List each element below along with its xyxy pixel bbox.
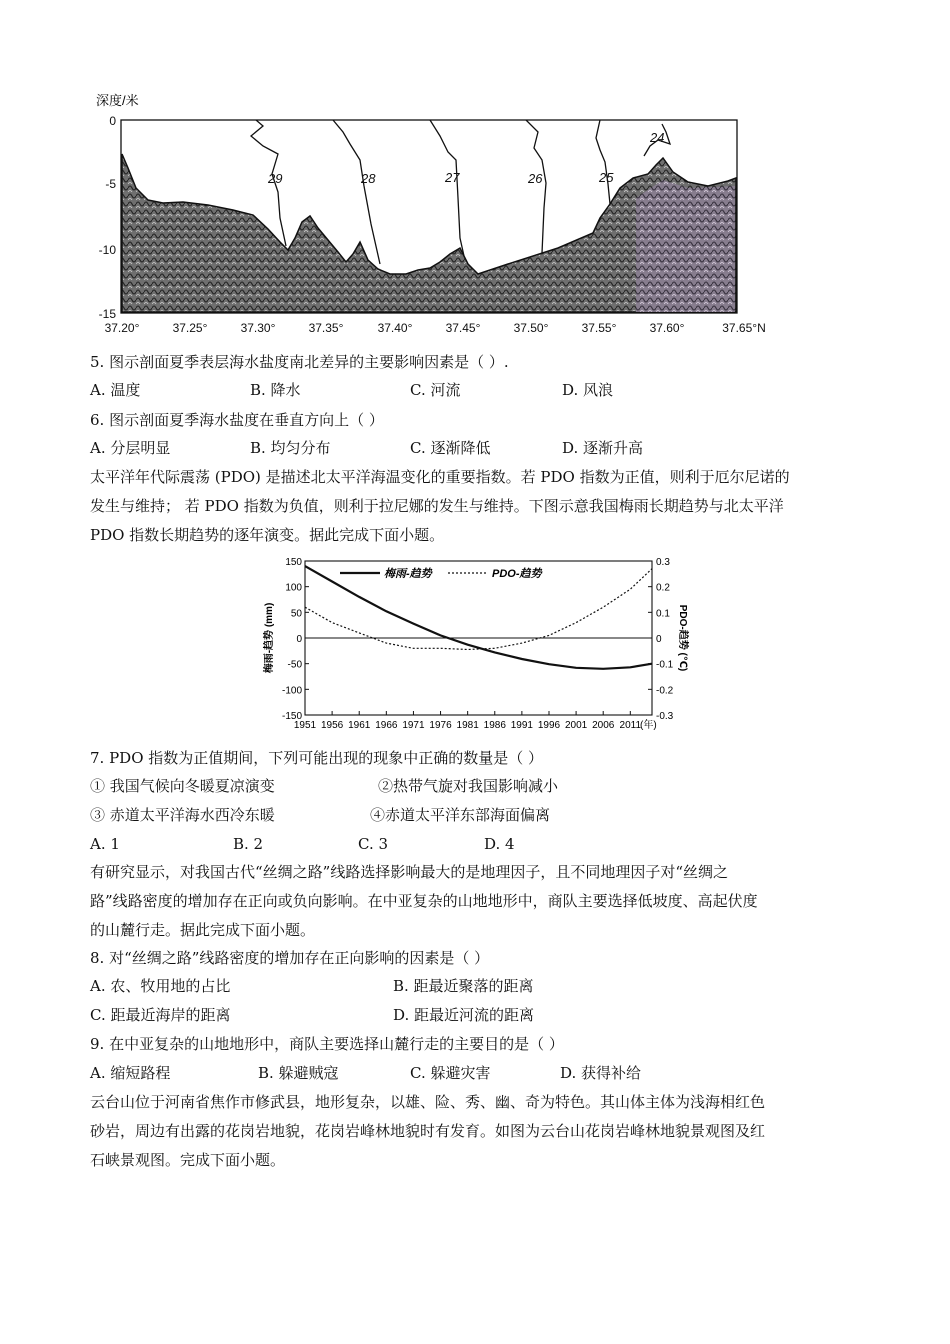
salinity-profile-figure	[88, 88, 788, 338]
q6-option-a: A. 分层明显	[90, 439, 171, 457]
x-tick-label: 1981	[456, 720, 479, 730]
right-tick-label: -0.1	[656, 659, 674, 671]
q6-option-b: B. 均匀分布	[250, 439, 331, 457]
lat-tick: 37.50°	[513, 321, 549, 335]
right-tick-label: -0.3	[656, 711, 674, 722]
q8-option-c: C. 距最近海岸的距离	[90, 1006, 231, 1024]
isoline-label-26: 26	[528, 171, 543, 186]
q6-stem: 6. 图示剖面夏季海水盐度在垂直方向上（ ）	[90, 411, 384, 429]
lat-tick: 37.60°	[649, 321, 685, 335]
x-tick-label: 1956	[320, 720, 344, 730]
q9-option-c: C. 躲避灾害	[410, 1064, 491, 1082]
left-tick-label: 0	[296, 634, 302, 645]
q6-option-c: C. 逐渐降低	[410, 439, 491, 457]
isoline-label-28: 28	[361, 171, 376, 186]
pdo-intro-line-3: PDO 指数长期趋势的逐年演变。据此完成下面小题。	[90, 526, 445, 544]
x-tick-label: 1996	[537, 720, 561, 730]
pdo-intro-line-2: 发生与维持； 若 PDO 指数为负值，则利于拉尼娜的发生与维持。下图示意我国梅雨长期趋势与北太平洋	[90, 497, 784, 515]
right-tick-label: 0.2	[656, 582, 670, 594]
q7-option-b: B. 2	[233, 835, 264, 853]
right-tick-label: -0.2	[656, 685, 674, 697]
q7-stem: 7. PDO 指数为正值期间，下列可能出现的现象中正确的数量是（ ）	[90, 749, 544, 767]
isoline-26	[526, 120, 546, 253]
q7-option-a: A. 1	[90, 835, 120, 853]
x-tick-label: 1986	[483, 720, 506, 730]
x-tick-label: 1966	[375, 720, 398, 730]
q5-option-c: C. 河流	[410, 381, 461, 399]
legend-label-meiyu: 梅雨-趋势	[384, 568, 432, 580]
isoline-28	[333, 120, 380, 264]
meiyu-trend-line	[305, 566, 652, 669]
lat-tick: 37.25°	[172, 321, 208, 335]
lat-tick: 37.30°	[240, 321, 276, 335]
isoline-label-27: 27	[445, 170, 460, 185]
lat-tick: 37.20°	[104, 321, 140, 335]
q9-option-a: A. 缩短路程	[90, 1064, 171, 1082]
meiyu-pdo-chart	[258, 550, 698, 730]
q9-stem: 9. 在中亚复杂的山地地形中，商队主要选择山麓行走的主要目的是（ ）	[90, 1035, 564, 1053]
q8-option-b: B. 距最近聚落的距离	[393, 977, 534, 995]
legend-label-pdo: PDO-趋势	[492, 568, 542, 580]
depth-tick-15: -15	[98, 307, 116, 321]
left-axis-title: 梅雨-趋势 (mm)	[264, 602, 275, 674]
x-tick-label: 2011	[619, 720, 642, 730]
pdo-trend-line	[305, 569, 652, 650]
x-tick-label: 2001	[564, 720, 588, 730]
q9-option-b: B. 躲避贼寇	[258, 1064, 339, 1082]
isoline-27	[430, 120, 464, 256]
x-tick-label: 1971	[402, 720, 425, 730]
right-tick-label: 0.3	[656, 557, 670, 568]
silkroad-intro-line-1: 有研究显示，对我国古代“丝绸之路”线路选择影响最大的是地理因子，且不同地理因子对“丝绸之	[90, 863, 729, 881]
lat-tick: 37.55°	[581, 321, 617, 335]
lat-tick: 37.65°N	[722, 321, 766, 335]
left-tick-label: 100	[285, 582, 302, 594]
right-axis-title: PDO-趋势 (℃)	[677, 604, 688, 672]
q7-option-d: D. 4	[484, 835, 515, 853]
isoline-25	[596, 120, 610, 204]
q7-item-2: ②热带气旋对我国影响减小	[378, 777, 559, 795]
x-tick-label: 2006	[592, 720, 615, 730]
q5-option-b: B. 降水	[250, 381, 301, 399]
lat-tick: 37.45°	[445, 321, 481, 335]
q5-stem: 5. 图示剖面夏季表层海水盐度南北差异的主要影响因素是（ ）.	[90, 353, 509, 371]
x-tick-label: 1976	[429, 720, 452, 730]
lat-tick: 37.35°	[308, 321, 344, 335]
left-tick-label: -150	[281, 711, 302, 722]
depth-axis-title: 深度/米	[96, 93, 139, 108]
silkroad-intro-line-2: 路”线路密度的增加存在正向或负向影响。在中亚复杂的山地地形中，商队主要选择低坡度、高起伏度	[90, 892, 758, 910]
q6-option-d: D. 逐渐升高	[562, 439, 644, 457]
silkroad-intro-line-3: 的山麓行走。据此完成下面小题。	[90, 921, 316, 939]
left-tick-label: 150	[285, 557, 302, 568]
depth-tick-5: -5	[105, 177, 116, 191]
q7-option-c: C. 3	[358, 835, 389, 853]
left-tick-label: -50	[287, 659, 302, 671]
q8-option-d: D. 距最近河流的距离	[393, 1006, 535, 1024]
pdo-intro-line-1: 太平洋年代际震荡 (PDO) 是描述北太平洋海温变化的重要指数。若 PDO 指数为正值，则利于厄尔尼诺的	[90, 468, 790, 486]
right-tick-label: 0	[656, 634, 662, 645]
yuntai-intro-line-3: 石峡景观图。完成下面小题。	[90, 1151, 286, 1169]
q7-item-1: ① 我国气候向冬暖夏凉演变	[90, 777, 275, 795]
left-tick-label: -100	[281, 685, 302, 697]
x-axis-unit: (年)	[640, 720, 657, 730]
q8-stem: 8. 对“丝绸之路”线路密度的增加存在正向影响的因素是（ ）	[90, 949, 490, 967]
lat-tick: 37.40°	[377, 321, 413, 335]
depth-tick-0: 0	[109, 114, 116, 128]
x-tick-label: 1961	[348, 720, 371, 730]
yuntai-intro-line-2: 砂岩，周边有出露的花岗岩地貌，花岗岩峰林地貌时有发育。如图为云台山花岗岩峰林地貌景观图及红	[90, 1122, 766, 1140]
yuntai-intro-line-1: 云台山位于河南省焦作市修武县，地形复杂，以雄、险、秀、幽、奇为特色。其山体主体为浅海相红色	[90, 1093, 766, 1111]
depth-tick-10: -10	[98, 243, 116, 257]
q5-option-a: A. 温度	[90, 381, 141, 399]
isoline-label-24: 24	[650, 130, 665, 145]
isoline-label-25: 25	[599, 170, 614, 185]
right-tick-label: 0.1	[656, 608, 670, 620]
x-tick-label: 1991	[510, 720, 533, 730]
q9-option-d: D. 获得补给	[560, 1064, 642, 1082]
q7-item-4: ④赤道太平洋东部海面偏离	[370, 806, 551, 824]
left-tick-label: 50	[290, 608, 302, 620]
q7-item-3: ③ 赤道太平洋海水西冷东暖	[90, 806, 275, 824]
q5-option-d: D. 风浪	[562, 381, 614, 399]
q8-option-a: A. 农、牧用地的占比	[90, 977, 231, 995]
isoline-label-29: 29	[268, 171, 283, 186]
x-tick-label: 1951	[293, 720, 317, 730]
